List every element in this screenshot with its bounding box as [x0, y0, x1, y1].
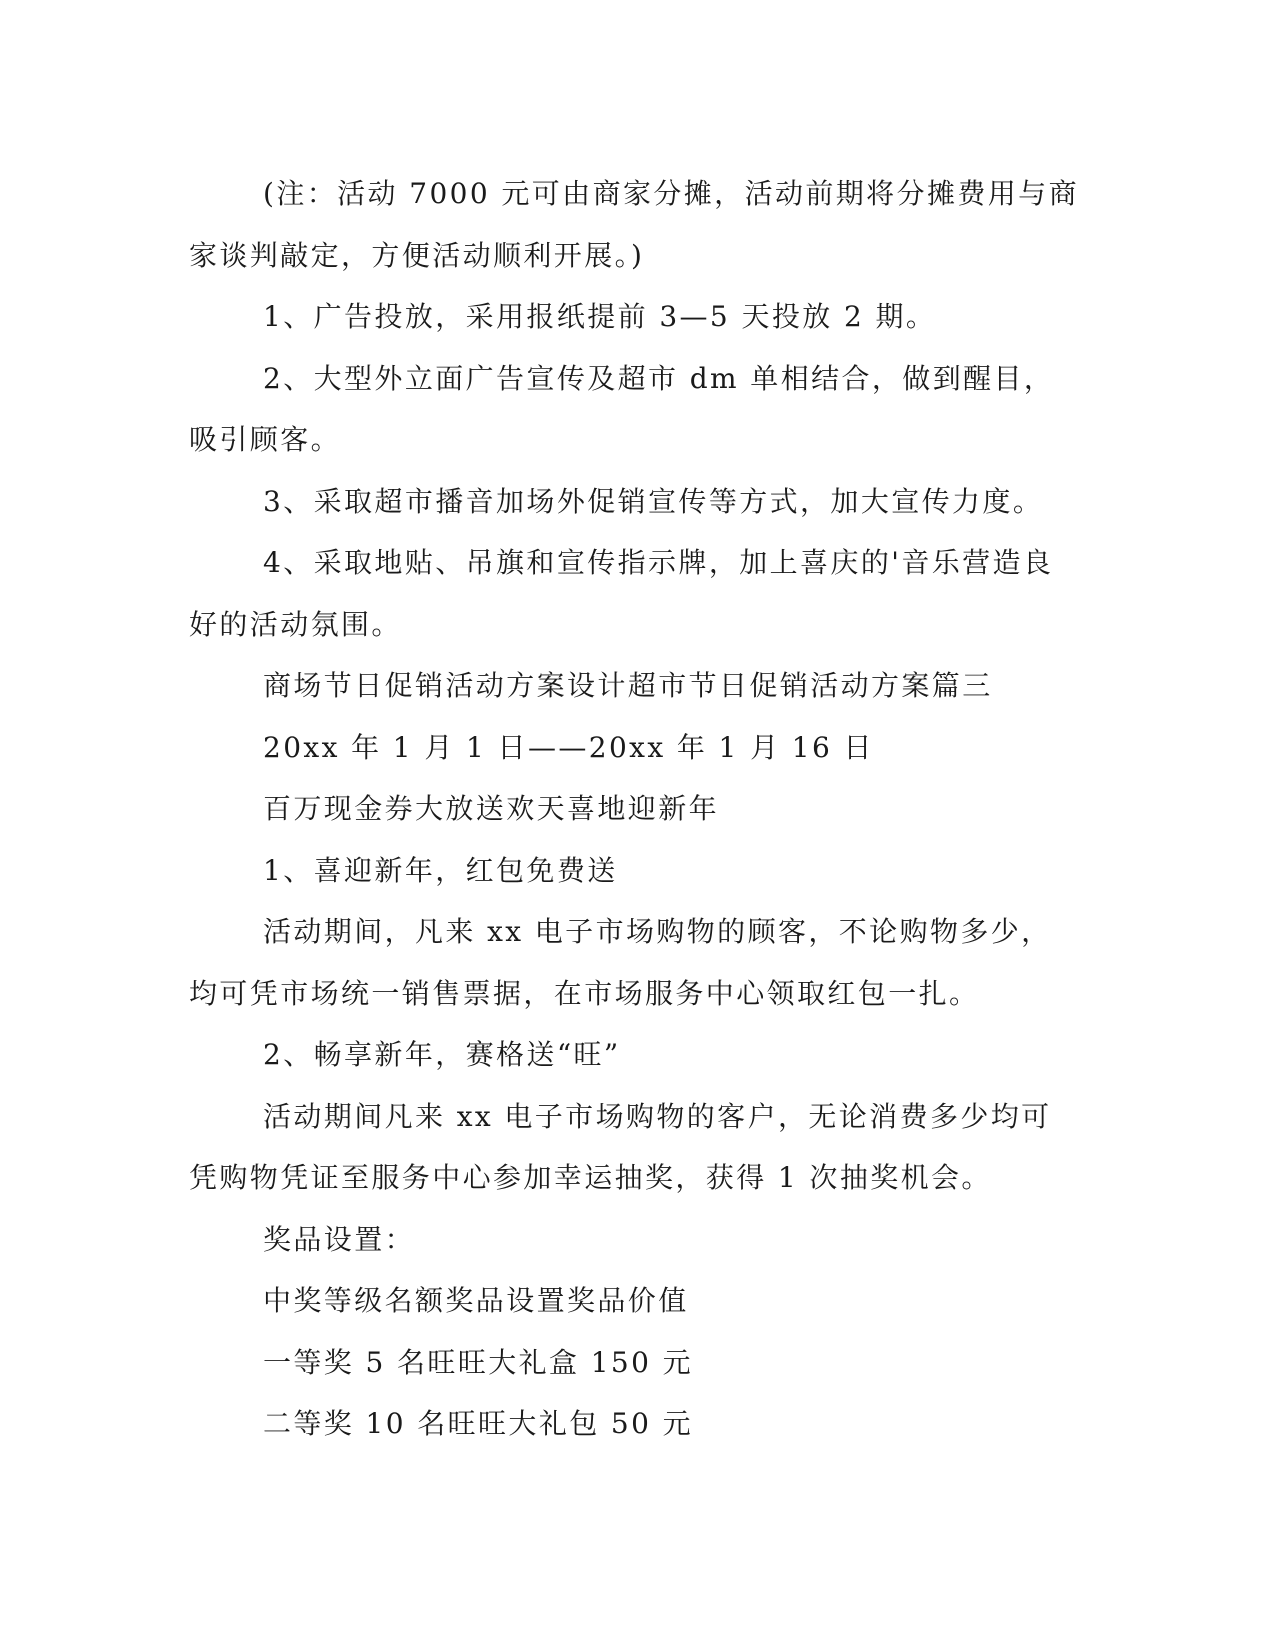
date-range: 20xx 年 1 月 1 日——20xx 年 1 月 16 日 — [263, 730, 874, 764]
section-heading: 商场节日促销活动方案设计超市节日促销活动方案篇三 — [263, 669, 993, 702]
prize-settings-label: 奖品设置： — [263, 1222, 416, 1256]
prize-second: 二等奖 10 名旺旺大礼包 50 元 — [263, 1407, 694, 1440]
document-body — [189, 163, 1079, 1455]
prize-first: 一等奖 5 名旺旺大礼盒 150 元 — [263, 1345, 694, 1379]
activity-2-body: 活动期间凡来 xx 电子市场购物的客户，无论消费多少均可凭购物凭证至服务中心参加幸运抽奖，获得 1 次抽奖机会。 — [189, 1099, 1052, 1194]
prize-table-header: 中奖等级名额奖品设置奖品价值 — [263, 1284, 689, 1317]
paragraph-item-2-facade: 2、大型外立面广告宣传及超市 dm 单相结合，做到醒目，吸引顾客。 — [189, 361, 1055, 456]
paragraph-note-cost-sharing: (注：活动 7000 元可由商家分摊，活动前期将分摊费用与商家谈判敲定，方便活动顺利开展。) — [189, 177, 1079, 272]
activity-2-title: 2、畅享新年，赛格送“旺” — [263, 1038, 621, 1071]
paragraph-item-3-broadcast: 3、采取超市播音加场外促销宣传等方式，加大宣传力度。 — [263, 484, 1044, 518]
activity-1-title: 1、喜迎新年，红包免费送 — [263, 853, 618, 887]
activity-1-body: 活动期间，凡来 xx 电子市场购物的顾客，不论购物多少，均可凭市场统一销售票据，在市场服务中心领取红包一扎。 — [189, 915, 1052, 1010]
paragraph-item-4-atmosphere: 4、采取地贴、吊旗和宣传指示牌，加上喜庆的'音乐营造良好的活动氛围。 — [189, 546, 1054, 641]
activity-theme: 百万现金券大放送欢天喜地迎新年 — [263, 792, 720, 825]
paragraph-item-1-ads: 1、广告投放，采用报纸提前 3—5 天投放 2 期。 — [263, 300, 937, 333]
